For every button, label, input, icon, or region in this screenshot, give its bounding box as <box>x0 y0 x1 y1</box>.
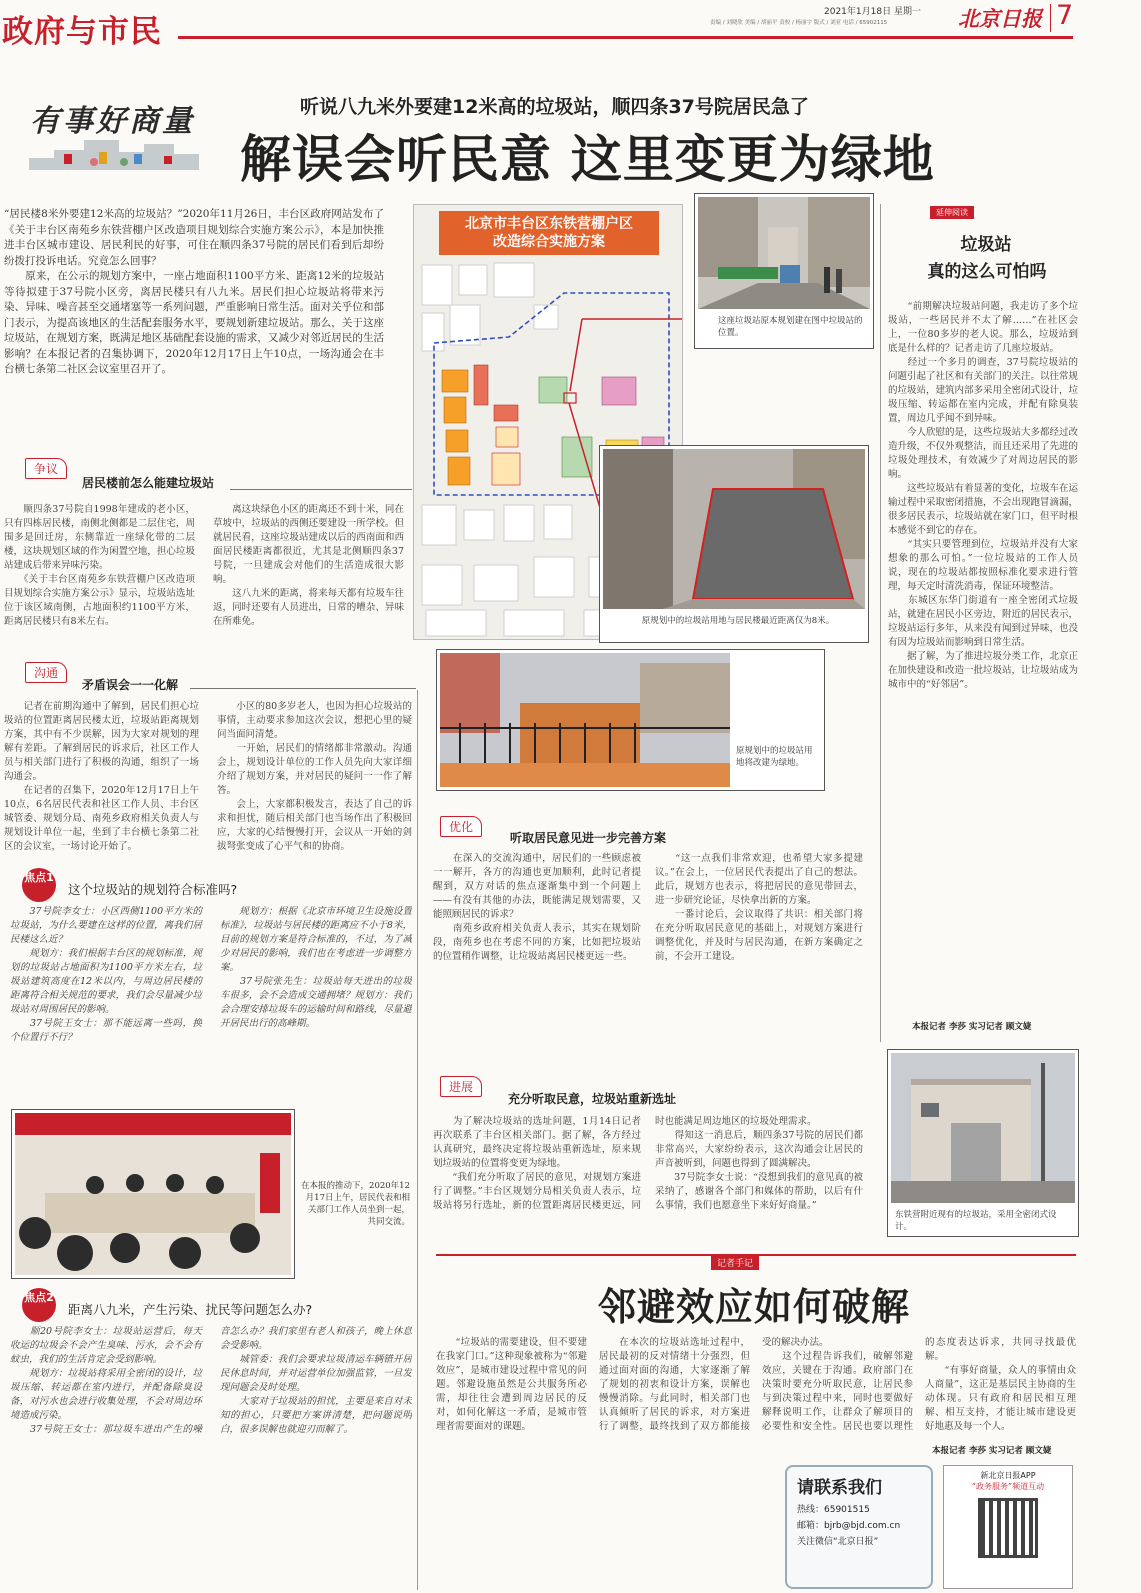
sidebar-title-1: 垃圾站 <box>960 235 1012 255</box>
sidebar-rule <box>880 204 881 1042</box>
optimize-body: 在深入的交流沟通中，居民们的一些顾虑被一一解开，各方的沟通也更加顺利，此时记者提醒到，双方对话的焦点逐渐集中到一个问题上——有没有其他的办法，既能满足规划需要，又能照顾居民的诉求？ 南苑乡政府相关负责人表示，其实在规划阶段，南苑乡也在考虑不同的方案，比如把垃圾站的位置稍作调整，让垃圾站离居民楼更远一些。 “这一点我们非常欢迎，也希望大家多提建议。”在会上，一位居民代表提出了自己的想法。此后，规划方也表示，将把居民的意见带回去，进一步研究论证，尽快拿出新的方案。 一番讨论后，会议取得了共识：相关部门将在充分听取居民意见的基础上，对规划方案进行调整优化，并及时与居民沟通，在新方案确定之前，不会开工建设。 <box>433 853 863 962</box>
paper-name: 北京日报 <box>958 6 1042 31</box>
sidebar-byline: 本报记者 李莎 实习记者 顾文婕 <box>912 1022 1032 1032</box>
masthead-rule <box>178 36 1073 39</box>
photo-street <box>695 194 873 348</box>
page-number: 7 <box>1056 0 1074 31</box>
sidebar-title-2: 真的这么可怕吗 <box>927 262 1047 282</box>
progress-title: 充分听取民意，垃圾站重新选址 <box>508 1092 677 1106</box>
focus2-body: 顺20号院李女士：垃圾站运营后，每天收运的垃圾会不会产生臭味、污水，会不会有蚊虫，我们的生活肯定会受到影响。 规划方：垃圾站将采用全密闭的设计，垃圾压缩、转运都在室内进行，并配备除臭设备，对污水也会进行收集处理，不会对周边环境造成污染。 37号院王女士：那垃圾车进出产生的噪音怎么办？我们家里有老人和孩子，晚上休息会受影响。 城管委：我们会要求垃圾清运车辆错开居民休息时间，并对运营单位加强监管，一旦发现问题会及时处理。 大家对于垃圾站的担忧，主要是来自对未知的担心，只要把方案讲清楚，把问题说明白，很多误解也就迎刃而解了。 <box>10 1326 412 1435</box>
optimize-title: 听取居民意见进一步完善方案 <box>510 831 667 845</box>
photo-site <box>600 446 868 642</box>
contact-email: 邮箱：bjrb@bjd.com.cn <box>797 1521 901 1531</box>
sidebar-body: “前期解决垃圾站问题，我走访了多个垃圾站，一些居民并不太了解……”在社区会上，一位80多岁的老人说。那么，垃圾站到底是什么样的？记者走访了几座垃圾站。 经过一个多月的调查，37号院垃圾站的问题引起了社区和有关部门的关注。以往常规的垃圾站，建筑内部多采用全密闭式设计，垃圾压缩、转运都在室内完成，并配有除臭装置，周边几乎闻不到异味。 今人欣慰的是，这些垃圾站大多都经过改造升级，不仅外观整洁，而且还采用了先进的垃圾处理技术，有效减少了对周边居民的影响。 这些垃圾站有着显著的变化，垃圾车在运输过程中采取密闭措施，不会出现跑冒滴漏，很多居民表示，垃圾站就在家门口，但平时根本感觉不到它的存在。 “其实只要管理到位，垃圾站并没有大家想象的那么可怕。”一位垃圾站的工作人员说，现在的垃圾站都按照标准化要求进行管理，每天定时清洗消毒，保证环境整洁。 东城区东华门街道有一座全密闭式垃圾站，就建在居民小区旁边，附近的居民表示，垃圾站运行多年，从来没有闻到过异味，也没有因为垃圾站而影响到日常生活。 据了解，为了推进垃圾分类工作，北京正在加快建设和改造一批垃圾站，让垃圾站成为城市中的“好邻居”。 <box>888 301 1078 690</box>
commentary-title: 邻避效应如何破解 <box>598 1284 911 1329</box>
contact-box <box>785 1465 933 1589</box>
commentary-byline: 本报记者 李莎 实习记者 顾文婕 <box>932 1446 1052 1456</box>
photo-station-caption: 东铁营附近现有的垃圾站，采用全密闭式设计。 <box>895 1210 1057 1232</box>
focus2-badge: 焦点2 <box>22 1288 56 1322</box>
focus1-question: 这个垃圾站的规划符合标准吗? <box>68 882 238 897</box>
map-title-line2: 改造综合实施方案 <box>493 234 605 250</box>
editors-line: 责编 / 刘晓欣 美编 / 胡丽平 责校 / 杨丽宇 版式 / 刘亚 电话 / 65902115 <box>710 20 888 26</box>
masthead-divider <box>1050 4 1051 32</box>
photo-street-image <box>698 197 870 309</box>
tag-dispute: 争议 <box>25 458 67 479</box>
focus1-badge: 焦点1 <box>22 868 56 902</box>
photo-station <box>888 1050 1078 1236</box>
dispute-body: 顺四条37号院自1998年建成的老小区，只有四栋居民楼，南侧北侧都是二层住宅，周围多是回迁房，东侧靠近一座绿化带的二层楼，这块规划区域的作为闲置空地，担心垃圾站建成后带来异味污染。 《关于丰台区南苑乡东铁营棚户区改造项目规划综合实施方案公示》显示，垃圾站选址位于该区域南侧，占地面积约1100平方米，距离居民楼只有8米左右。 离这块绿色小区的距离还不到十米，同在草坡中，垃圾站的西侧还要建设一所学校。但就居民看，这座垃圾站建成以后的西南面和西面居民楼距离都很近，尤其是北侧顺四条37号院，一旦建成会对他们的生活造成很大影响。 这八九米的距离，将来每天都有垃圾车往返，同时还要有人员进出，日常的嘈杂、异味在所难免。 <box>4 504 404 627</box>
dispute-rule <box>230 489 412 490</box>
tag-optimize: 优化 <box>440 816 482 837</box>
communicate-rule <box>190 688 416 689</box>
app-box-line1: 新北京日报APP <box>980 1471 1036 1480</box>
focus2-question: 距离八九米，产生污染、扰民等问题怎么办? <box>68 1302 313 1317</box>
commentary-tag: 记者手记 <box>711 1255 759 1270</box>
qr-code-icon <box>978 1498 1038 1558</box>
progress-body: 为了解决垃圾站的选址问题，1月14日记者再次联系了丰台区相关部门。据了解，各方经过认真研究，最终决定将垃圾站重新选址，原来规划垃圾站的位置将变更为绿地。 “我们充分听取了居民的意见，对规划方案进行了调整。”丰台区规划分局相关负责人表示，垃圾站将另行选址，新的位置距离居民楼更远，同时也能满足周边地区的垃圾处理需求。 得知这一消息后，顺四条37号院的居民们都非常高兴，大家纷纷表示，这次沟通会让居民的声音被听到，问题也得到了圆满解决。 37号院李女士说：“没想到我们的意见真的被采纳了，感谢各个部门和媒体的帮助，以后有什么事情，我们也愿意坐下来好好商量。” <box>433 1116 863 1211</box>
column-logo <box>24 92 204 172</box>
focus1-body: 37号院李女士：小区西侧1100平方米的垃圾站，为什么要建在这样的位置，离我们居民楼这么近？ 规划方：我们根据丰台区的规划标准，规划的垃圾站占地面积为1100平方米左右，垃圾站建筑高度在12米以内，与周边居民楼的距离符合相关规范的要求，我们会尽量减少垃圾站对周围居民的影响。 37号院王女士：那不能远离一些吗，换个位置行不行？ 规划方：根据《北京市环境卫生设施设置标准》，垃圾站与居民楼的距离应不小于8米，目前的规划方案是符合标准的，不过，为了减少对居民的影响，我们也在考虑进一步调整方案。 37号院张先生：垃圾站每天进出的垃圾车很多，会不会造成交通拥堵？规划方：我们会合理安排垃圾车的运输时间和路线，尽量避开居民出行的高峰期。 <box>10 906 412 1043</box>
communicate-title: 矛盾误会一一化解 <box>82 678 179 692</box>
photo-site-image <box>603 449 865 609</box>
photo-playground-caption: 原规划中的垃圾站用地将改建为绿地。 <box>736 746 813 768</box>
commentary-body: “垃圾站的需要建设，但不要建在我家门口。”这种现象被称为“邻避效应”，是城市建设过程中常见的问题。邻避设施虽然是公共服务所必需，却往往会遭到周边居民的反对，如何化解这一矛盾，是城市管理者需要面对的课题。 在本次的垃圾站选址过程中，居民最初的反对情绪十分强烈，但通过面对面的沟通，大家逐渐了解了规划的初衷和设计方案，误解也慢慢消除。与此同时，相关部门也认真倾听了居民的诉求，对方案进行了调整，最终找到了双方都能接受的解决办法。 这个过程告诉我们，破解邻避效应，关键在于沟通。政府部门在决策时要充分听取民意，让居民参与到决策过程中来，同时也要做好解释说明工作，让群众了解项目的必要性和安全性。居民也要以理性的态度表达诉求，共同寻找最优解。 “有事好商量，众人的事情由众人商量”，这正是基层民主协商的生动体现。只有政府和居民相互理解、相互支持，才能让城市建设更好地惠及每一个人。 <box>436 1337 1076 1432</box>
photo-meeting-caption: 在本报的推动下，2020年12月17日上午，居民代表和相关部门工作人员坐到一起，共同交流。 <box>301 1181 410 1227</box>
lead-text: “居民楼8米外要建12米高的垃圾站？”2020年11月26日，丰台区政府网站发布了《关于丰台区南苑乡东铁营棚户区改造项目规划综合实施方案公示》，本是加快推进丰台区城市建设、居民利民的好事，可住在顺四条37号院的居民们看到后却纷纷拨打投诉电话。究竟怎么回事？ 原来，在公示的规划方案中，一座占地面积1100平方米、距离12米的垃圾站等待拟建于37号院小区旁，离居民楼只有八九米。居民们担心垃圾站将带来污染、异味、噪音甚至交通堵塞等一系列问题，严重影响日常生活。面对关乎位和部门表示，为提高该地区的生活配套服务水平，要规划新建垃圾站。那么，关于这座垃圾站，在规划方案，既满足地区基础配套设施的需求，又减少对邻近居民的生活影响？在本报记者的召集协调下，2020年12月17日上午10点，一场沟通会在丰台横七条第二社区会议室里召开了。 <box>4 208 384 375</box>
tag-communicate: 沟通 <box>25 662 67 683</box>
section-title: 政府与市民 <box>2 14 162 50</box>
photo-playground-image <box>440 653 730 787</box>
left-column-rule <box>417 690 418 1590</box>
contact-wechat: 关注微信“北京日报” <box>797 1537 879 1547</box>
map-title-line1: 北京市丰台区东铁营棚户区 <box>465 216 633 232</box>
photo-meeting-image <box>15 1113 291 1275</box>
photo-site-caption: 原规划中的垃圾站用地与居民楼最近距离仅为8米。 <box>641 616 835 626</box>
photo-street-caption: 这座垃圾站原本规划建在图中垃圾站的位置。 <box>718 316 863 338</box>
communicate-body: 记者在前期沟通中了解到，居民们担心垃圾站的位置距离居民楼太近，垃圾站距离规划方案，其中有不少误解，因为大家对规划的理解有差距。了解到居民的诉求后，社区工作人员与相关部门进行了积极的沟通，组织了一场沟通会。 在记者的召集下，2020年12月17日上午10点，6名居民代表和社区工作人员、丰台区城管委、规划分局、南苑乡政府相关负责人与规划设计单位一起，坐到了丰台横七条第二社区的会议室，一场讨论开始了。 小区的80多岁老人，也因为担心垃圾站的事情，主动要求参加这次会议，想把心里的疑问当面问清楚。 一开始，居民们的情绪都非常激动。沟通会上，规划设计单位的工作人员先向大家详细介绍了规划方案，并对居民的疑问一一作了解答。 会上，大家都积极发言，表达了自己的诉求和担忧，随后相关部门也当场作出了积极回应，大家的心结慢慢打开，会议从一开始的剑拔弩张变成了心平气和的协商。 <box>4 701 412 852</box>
photo-playground <box>437 650 824 790</box>
column-logo-text: 有事好商量 <box>30 104 195 139</box>
date-line: 2021年1月18日 星期一 <box>824 7 921 17</box>
sidebar-tag: 延伸阅读 <box>930 206 974 219</box>
headline: 解误会听民意 这里变更为绿地 <box>240 131 935 190</box>
photo-meeting <box>12 1110 294 1278</box>
contact-phone: 热线：65901515 <box>797 1505 870 1515</box>
dispute-title: 居民楼前怎么能建垃圾站 <box>82 476 215 490</box>
app-box <box>943 1465 1073 1589</box>
photo-station-image <box>891 1053 1075 1203</box>
contact-title: 请联系我们 <box>797 1478 882 1498</box>
kicker: 听说八九米外要建12米高的垃圾站，顺四条37号院居民急了 <box>300 96 809 118</box>
app-box-line2: “政务服务”频道互动 <box>971 1482 1045 1491</box>
tag-progress: 进展 <box>440 1076 482 1097</box>
